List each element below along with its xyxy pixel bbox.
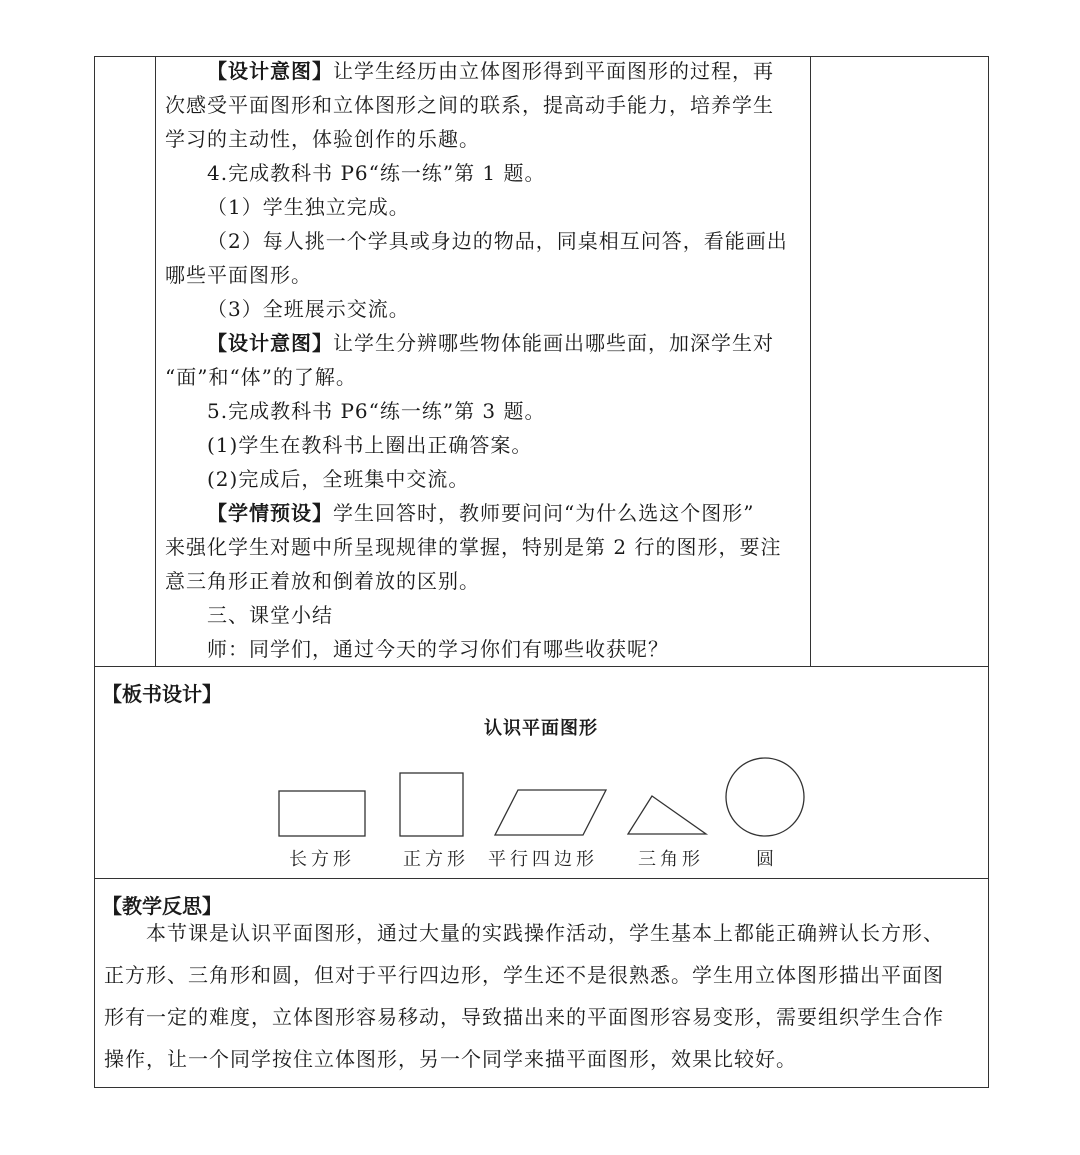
process-line: 次感受平面图形和立体图形之间的联系，提高动手能力，培养学生 [165, 93, 774, 117]
board-title: 认识平面图形 [484, 718, 598, 739]
process-line: 【设计意图】让学生分辨哪些物体能画出哪些面，加深学生对 [207, 331, 774, 355]
board-heading: 【板书设计】 [102, 682, 222, 706]
circle-label: 圆 [756, 849, 778, 870]
process-line: （1）学生独立完成。 [207, 195, 410, 219]
process-line: （2）每人挑一个学具或身边的物品，同桌相互问答，看能画出 [207, 229, 788, 253]
process-line: 来强化学生对题中所呈现规律的掌握，特别是第 2 行的图形，要注 [165, 535, 782, 559]
parallelogram-label: 平行四边形 [488, 849, 598, 870]
process-line: 4.完成教科书 P6“练一练”第 1 题。 [207, 161, 546, 185]
square-label: 正方形 [403, 849, 469, 870]
triangle-shape [628, 796, 706, 834]
process-line: 【设计意图】让学生经历由立体图形得到平面图形的过程，再 [207, 59, 774, 83]
process-line: 学习的主动性，体验创作的乐趣。 [165, 127, 480, 151]
process-line: 【学情预设】学生回答时，教师要问问“为什么选这个图形” [207, 501, 755, 525]
reflection-line: 操作，让一个同学按住立体图形，另一个同学来描平面图形，效果比较好。 [104, 1047, 797, 1071]
triangle-label: 三角形 [638, 849, 704, 870]
process-line: 5.完成教科书 P6“练一练”第 3 题。 [207, 399, 546, 423]
process-line: 三、课堂小结 [207, 603, 333, 627]
circle-shape [726, 758, 804, 836]
process-line: （3）全班展示交流。 [207, 297, 410, 321]
process-line: (1)学生在教科书上圈出正确答案。 [207, 433, 533, 457]
reflection-line: 形有一定的难度，立体图形容易移动，导致描出来的平面图形容易变形，需要组织学生合作 [104, 1005, 944, 1029]
rectangle-shape [279, 791, 365, 836]
reflection-line: 正方形、三角形和圆，但对于平行四边形，学生还不是很熟悉。学生用立体图形描出平面图 [104, 963, 944, 987]
rectangle-label: 长方形 [289, 849, 355, 870]
parallelogram-shape [495, 790, 606, 835]
process-line: 师：同学们，通过今天的学习你们有哪些收获呢？ [207, 637, 669, 661]
process-line: 意三角形正着放和倒着放的区别。 [165, 569, 480, 593]
reflection-line: 本节课是认识平面图形，通过大量的实践操作活动，学生基本上都能正确辨认长方形、 [146, 921, 944, 945]
process-line: “面”和“体”的了解。 [165, 365, 357, 389]
process-line: (2)完成后，全班集中交流。 [207, 467, 470, 491]
reflection-heading: 【教学反思】 [102, 894, 222, 918]
square-shape [400, 773, 463, 836]
process-line: 哪些平面图形。 [165, 263, 312, 287]
